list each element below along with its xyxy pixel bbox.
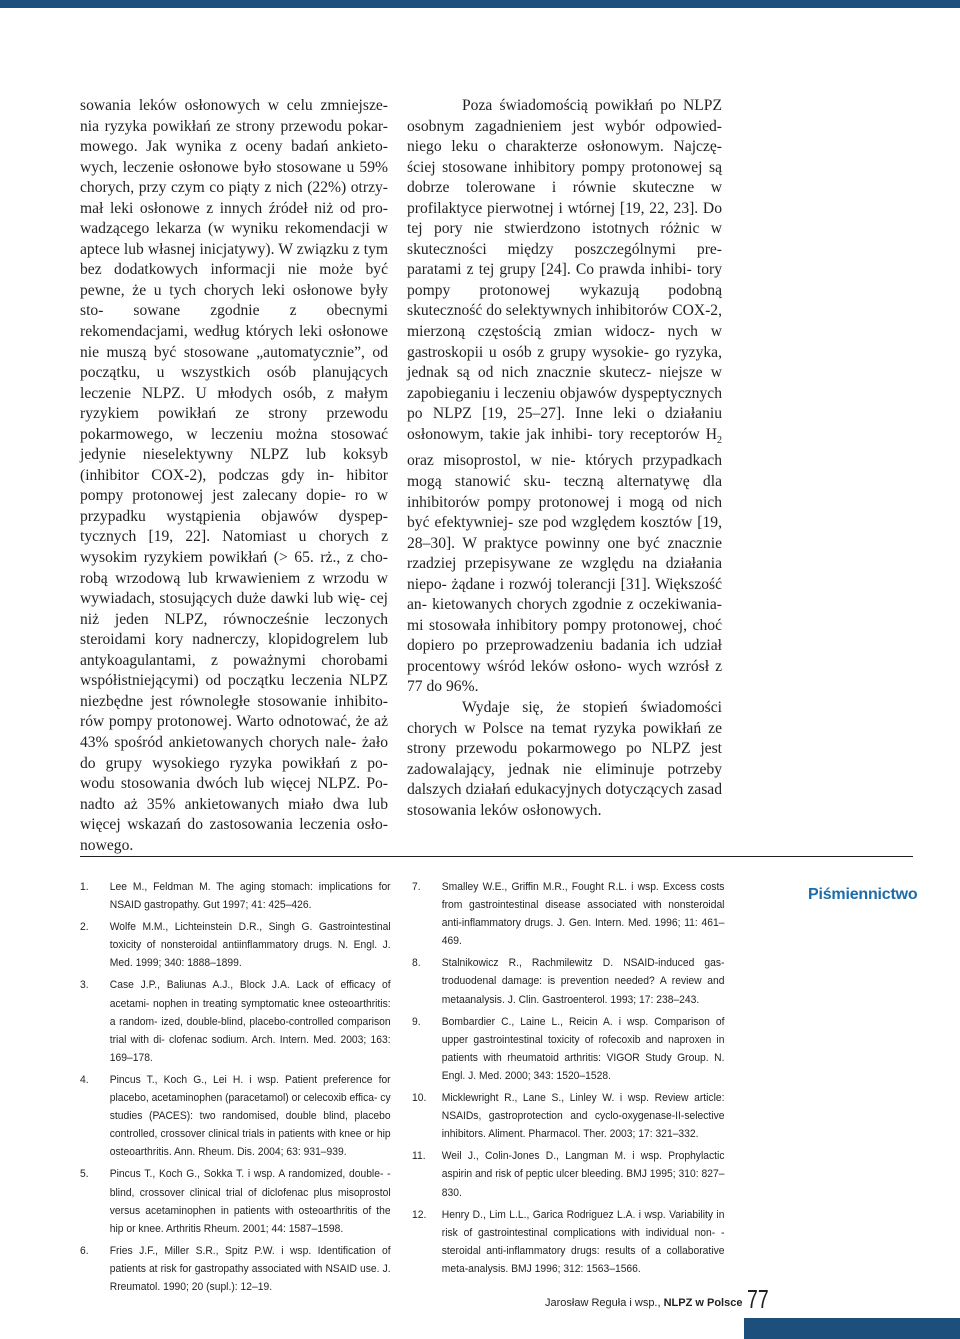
reference-number: 9.: [412, 1015, 421, 1028]
reference-number: 10.: [412, 1092, 427, 1105]
reference-text: Micklewright R., Lane S., Linley W. i wsp. Review article: NSAIDs, gastroprotection and cyclo-oxygenase-II-selective inhibitors. Aliment. Pharmacol. Ther. 2003; 17: 321–332.: [441, 1092, 725, 1141]
reference-text: Stalnikowicz R., Rachmilewitz D. NSAID-induced gas- troduodenal damage: is prevention needed? A review and metaanalysis. J. Clin. Gastroenterol. 1993; 17: 238–243.: [441, 957, 725, 1006]
reference-item: [412, 1089, 724, 1143]
subscript: 2: [717, 434, 722, 446]
top-accent-bar: [0, 0, 960, 8]
section-title: Piśmiennictwo: [808, 886, 918, 903]
reference-number: 7.: [412, 881, 421, 893]
references-list-right: [412, 878, 724, 1282]
reference-text: Case J.P., Baliunas A.J., Block J.A. Lack of efficacy of acetami- nophen in treating symptomatic knee osteoarthritis: a random- ized, double-blind, placebo-controlled comparison trial with di- clofenac sodium. Arch. Intern. Med. 2003; 163: 169–178.: [109, 979, 391, 1064]
reference-item: [80, 1071, 391, 1161]
reference-number: 2.: [80, 921, 89, 934]
reference-item: [412, 878, 724, 950]
footer-journal: NLPZ w Polsce: [663, 1297, 743, 1309]
reference-text: Pincus T., Koch G., Sokka T. i wsp. A randomized, double- -blind, crossover clinical trial of diclofenac plus misoprostol versus acetaminophen in patients with osteoarthritis of the hip or knee. Arthritis Rheum. 2001; 44: 1587–1598.: [109, 1168, 391, 1235]
reference-number: 8.: [412, 957, 421, 970]
reference-number: 4.: [80, 1073, 89, 1086]
reference-text: Fries J.F., Miller S.R., Spitz P.W. i wsp. Identification of patients at risk for gastropathy associated with NSAID use. J. Rreumatol. 1990; 20 (supl.): 12–19.: [109, 1244, 391, 1293]
body-text: Poza świadomością powikłań po NLPZ osobnym zagadnieniem jest wybór odpowied- niego leku o charakterze osłonowym. Najczę- ściej stosowane inhibitory pompy protonowej są dobrze tolerowane i równie skuteczne w profilaktyce pierwotnej i wtórnej [19, 22, 23]. Do tej pory nie stwierdzono istotnych różnic w skuteczności między poszczególnymi pre- paratami z tej grupy [24]. Co prawda inhibi- tory pompy protonowej wykazują podobną skuteczność do selektywnych inhibitorów COX-2, mierzoną częstością zmian widocz- nych w gastroskopii u osób z grupy wysokie- go ryzyka, jednak są od nich znacznie skutecz- niejsze w zapobieganiu i leczeniu objawów dyspeptycznych po NLPZ [19, 25–27]. Inne leki o działaniu osłonowym, takie jak inhibi- tory receptorów H: [407, 97, 722, 443]
body-column-left: [80, 96, 388, 856]
reference-item: [80, 1165, 391, 1237]
reference-item: [80, 1242, 391, 1296]
reference-text: Lee M., Feldman M. The aging stomach: implications for NSAID gastropathy. Gut 1997; 41: 425–426.: [109, 881, 391, 912]
body-paragraph: Wydaje się, że stopień świadomości chorych w Polsce na temat ryzyka powikłań ze strony przewodu pokarmowego po NLPZ jest zadowalający, jednak nie eliminuje potrzeby dalszych działań edukacyjnych dotyczących zasad stosowania leków osłonowych.: [407, 698, 722, 819]
reference-number: 3.: [80, 979, 89, 992]
reference-text: Pincus T., Koch G., Lei H. i wsp. Patient preference for placebo, acetaminophen (paracetamol) or celecoxib effica- cy studies (PACES): two randomised, double blind, placebo controlled, crossover clinical trials in patients with knee or hip osteoarthritis. Ann. Rheum. Dis. 2004; 63: 931–939.: [109, 1073, 391, 1159]
reference-text: Smalley W.E., Griffin M.R., Fought R.L. i wsp. Excess costs from gastrointestinal disease associated with nonsteroidal anti-inflammatory drugs. J. Gen. Intern. Med. 1996; 11: 461–469.: [441, 881, 725, 948]
footer-author: Jarosław Reguła i wsp.,: [545, 1297, 664, 1309]
reference-number: 1.: [80, 881, 89, 893]
reference-item: [80, 918, 391, 972]
bottom-accent-bar: [744, 1318, 960, 1339]
reference-text: Weil J., Colin-Jones D., Langman M. i wsp. Prophylactic aspirin and risk of peptic ulcer bleeding. BMJ 1995; 310: 827–830.: [441, 1150, 725, 1199]
reference-text: Bombardier C., Laine L., Reicin A. i wsp. Comparison of upper gastrointestinal toxicity of rofecoxib and naproxen in patients with rheumatoid arthritis: VIGOR Study Group. N. Engl. J. Med. 2000; 343: 1520–1528.: [441, 1015, 725, 1082]
reference-item: [412, 1147, 724, 1201]
body-paragraph: sowania leków osłonowych w celu zmniejsze- nia ryzyka powikłań ze strony przewodu pokar- mowego. Jak wynika z oceny badań ankieto- wych, leczenie osłonowe było stosowane u 59% chorych, przy czym co piąty z nich (22%) otrzy- mał leki osłonowe z innych źródeł niż od pro- wadzącego lekarza (w wyniku rekomendacji w aptece lub własnej inicjatywy). W związku z tym bez dodatkowych informacji nie może być pewne, że u tych chorych leki osłonowe były sto- sowane zgodnie z obecnymi rekomendacjami, według których leki osłonowe nie muszą być stosowane „automatycznie”, od początku, u wszystkich osób planujących leczenie NLPZ. U młodych osób, z małym ryzykiem powikłań ze strony przewodu pokarmowego, w leczeniu można stosować jedynie nieselektywny NLPZ lub koksyb (inhibitor COX-2), podczas gdy in- hibitor pompy protonowej jest zalecany dopie- ro w przypadku wystąpienia objawów dyspep- tycznych [19, 22]. Natomiast u chorych z wysokim ryzykiem powikłań (> 65. rż., z cho- robą wrzodową lub krwawieniem z wrzodu w wywiadach, stosujących duże dawki lub wię- cej niż jeden NLPZ, równocześnie leczonych steroidami kory nadnerczy, klopidogrelem lub antykoagulantami, z poważnymi chorobami współistniejącymi) od początku leczenia NLPZ niezbędne jest równoległe stosowanie inhibito- rów pompy protonowej. Warto odnotować, że aż 43% spośród ankietowanych chorych nale- żało do grupy wysokiego ryzyka powikłań z po- wodu stosowania dwóch lub więcej NLPZ. Po- nadto aż 35% ankietowanych miało dwa lub więcej wskazań do zastosowania leczenia osło- nowego.: [80, 97, 388, 854]
reference-text: Henry D., Lim L.L., Garica Rodriguez L.A. i wsp. Variability in risk of gastrointestinal complications with individual non- -steroidal anti-inflammatory drugs: results of a collaborative meta-analysis. BMJ 1996; 312: 1563–1566.: [441, 1208, 725, 1275]
references-list-left: [80, 878, 391, 1300]
page-number: 77: [747, 1284, 769, 1314]
reference-item: [412, 954, 724, 1008]
reference-item: [80, 878, 391, 914]
body-paragraph: [407, 96, 722, 698]
references-divider: [80, 856, 913, 857]
reference-number: 6.: [80, 1244, 89, 1257]
reference-item: [412, 1013, 724, 1085]
reference-item: [412, 1206, 724, 1278]
reference-item: [80, 976, 391, 1066]
running-footer: [545, 1297, 742, 1309]
body-text: oraz misoprostol, w nie- których przypadkach mogą stanowić sku- teczną alternatywę dla inhibitorów pompy protonowej i mogą od nich być efektywniej- sze pod względem kosztów [19, 28–30]. W praktyce powinny one być znacznie rzadziej przepisywane ze względu na działania niepo- żądane i rozwój tolerancji [31]. Większość an- kietowanych chorych zgodnie z oczekiwania- mi stosowała inhibitory pompy protonowej, choć dopiero po przeprowadzeniu badania ich udział procentowy wśród leków osłono- wych wzrósł z 77 do 96%.: [407, 452, 722, 696]
reference-number: 12.: [412, 1208, 427, 1221]
reference-text: Wolfe M.M., Lichteinstein D.R., Singh G. Gastrointestinal toxicity of nonsteroidal antiinflammatory drugs. N. Engl. J. Med. 1999; 340: 1888–1899.: [109, 921, 391, 970]
body-column-right: [407, 96, 722, 821]
reference-number: 11.: [412, 1150, 426, 1163]
reference-number: 5.: [80, 1168, 89, 1181]
